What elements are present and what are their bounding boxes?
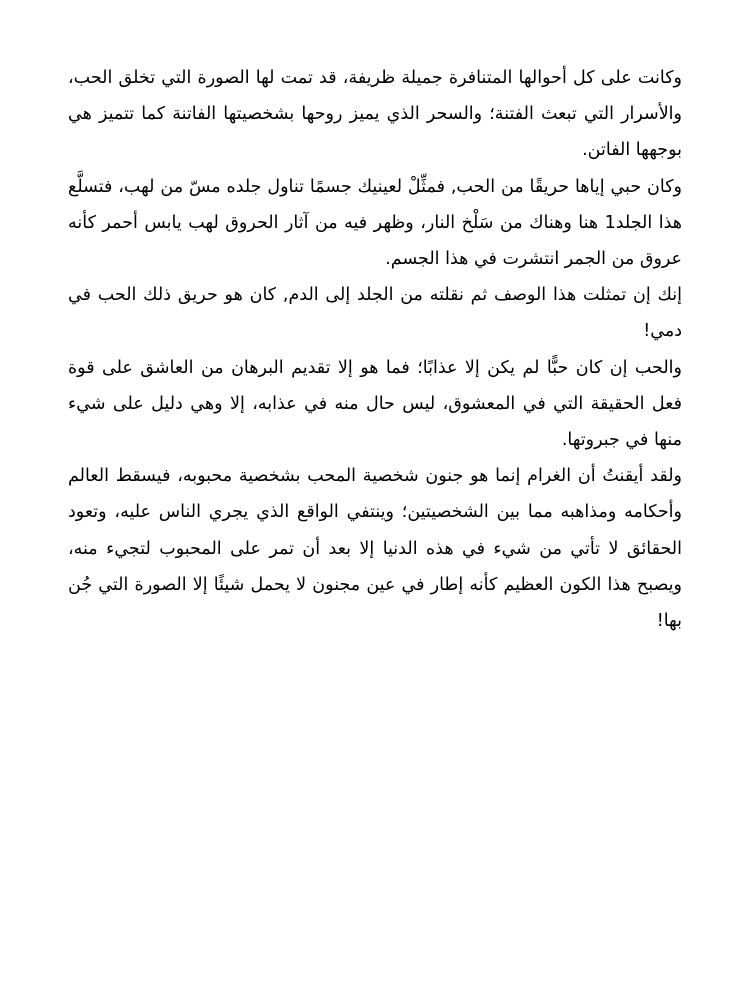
article-body xyxy=(68,60,682,639)
paragraph-3: إنك إن تمثلت هذا الوصف ثم نقلته من الجلد إلى الدم, كان هو حريق ذلك الحب في دمي! xyxy=(68,285,682,342)
paragraph-4: والحب إن كان حبًّا لم يكن إلا عذابًا؛ فما هو إلا تقديم البرهان من العاشق على قوة فعل الحقيقة التي في المعشوق، ليس حال منه في عذابه، إلا وهي دليل على شيء منها في جبروتها. xyxy=(68,357,682,451)
paragraph-2: وكان حبي إياها حريقًا من الحب, فمثِّلْ لعينيك جسمًا تناول جلده مسّ من لهب، فتسلَّع هذا الجلد1 هنا وهناك من سَلْخ النار، وظهر فيه من آثار الحروق لهب يابس أحمر كأنه عروق من الجمر انتشرت في هذا الجسم. xyxy=(68,176,682,270)
paragraph-5: ولقد أيقنتُ أن الغرام إنما هو جنون شخصية المحب بشخصية محبوبه، فيسقط العالم وأحكامه ومذاهبه مما بين الشخصيتين؛ وينتفي الواقع الذي يجري الناس عليه، وتعود الحقائق لا تأتي من شيء في هذه الدنيا إلا بعد أن تمر على المحبوب لتجيء منه، ويصبح هذا الكون العظيم كأنه إطار في عين مجنون لا يحمل شيئًا إلا الصورة التي جُن بها! xyxy=(68,466,682,632)
paragraph-1: وكانت على كل أحوالها المتنافرة جميلة ظريفة، قد تمت لها الصورة التي تخلق الحب، والأسرار التي تبعث الفتنة؛ والسحر الذي يميز روحها بشخصيتها الفاتنة كما تتميز هي بوجهها الفاتن. xyxy=(68,68,682,161)
